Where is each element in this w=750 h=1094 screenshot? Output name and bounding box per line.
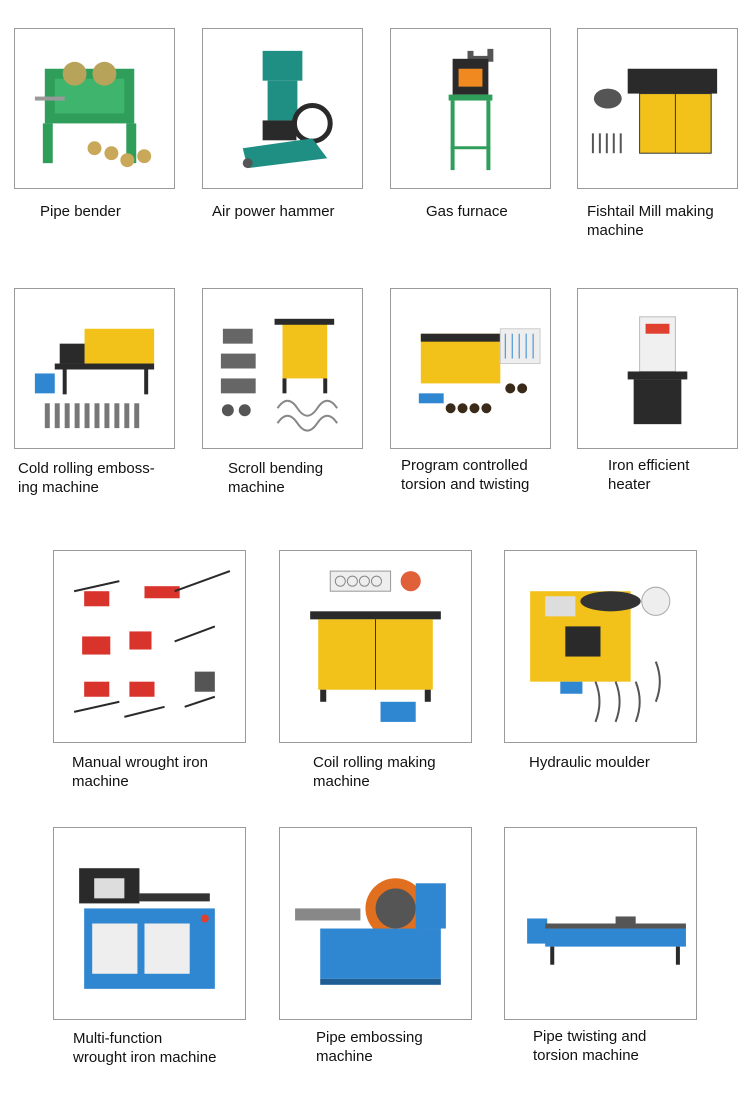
caption-scroll-bending: Scroll bending machine	[228, 460, 324, 496]
manual-wrought-image	[53, 550, 246, 743]
caption-manual-wrought: Manual wrought iron machine	[72, 754, 208, 790]
caption-gas-furnace: Gas furnace	[426, 203, 508, 220]
caption-multi-function: Multi-function wrought iron machine	[73, 1030, 217, 1066]
multi-function-image	[53, 827, 246, 1020]
caption-pipe-twisting: Pipe twisting and torsion machine	[533, 1028, 647, 1064]
gas-furnace-image	[390, 28, 551, 189]
caption-program-torsion: Program controlled torsion and twisting	[401, 457, 530, 493]
caption-pipe-bender: Pipe bender	[40, 203, 121, 220]
coil-rolling-image	[279, 550, 472, 743]
caption-hydraulic-moulder: Hydraulic moulder	[529, 754, 650, 771]
pipe-twisting-image	[504, 827, 697, 1020]
hydraulic-moulder-image	[504, 550, 697, 743]
caption-coil-rolling: Coil rolling making machine	[313, 754, 436, 790]
caption-fishtail-mill: Fishtail Mill making machine	[587, 203, 714, 239]
air-power-hammer-image	[202, 28, 363, 189]
caption-cold-rolling: Cold rolling emboss- ing machine	[18, 460, 155, 496]
pipe-bender-image	[14, 28, 175, 189]
caption-iron-heater: Iron efficient heater	[608, 457, 690, 493]
cold-rolling-image	[14, 288, 175, 449]
pipe-embossing-image	[279, 827, 472, 1020]
caption-air-power-hammer: Air power hammer	[212, 203, 335, 220]
program-torsion-image	[390, 288, 551, 449]
scroll-bending-image	[202, 288, 363, 449]
fishtail-mill-image	[577, 28, 738, 189]
iron-heater-image	[577, 288, 738, 449]
caption-pipe-embossing: Pipe embossing machine	[316, 1029, 423, 1065]
